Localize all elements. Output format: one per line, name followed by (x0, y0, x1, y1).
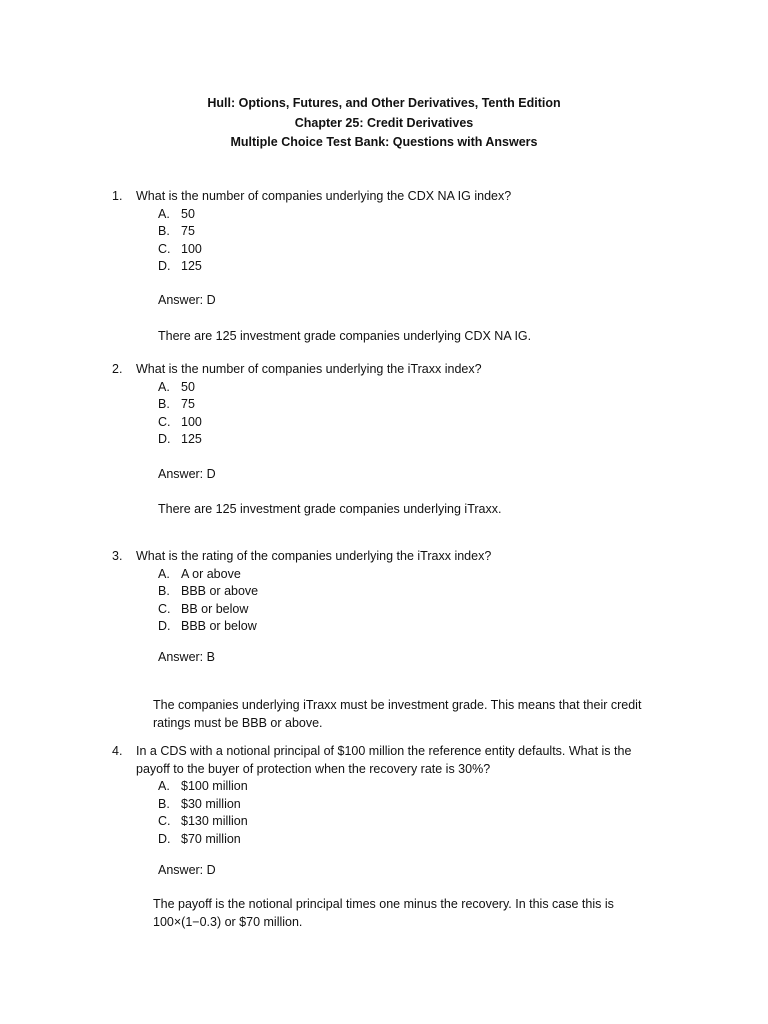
question-2 (112, 361, 672, 449)
option-letter: C. (158, 241, 171, 256)
option-a (158, 778, 672, 796)
option-b (158, 796, 672, 814)
option-d (158, 258, 672, 276)
explanation-line: The companies underlying iTraxx must be investment grade. This means that their credit (153, 698, 642, 712)
option-text: BB or below (181, 601, 249, 616)
option-letter: D. (158, 259, 171, 273)
question-text-line: In a CDS with a notional principal of $100 million the reference entity defaults. What is the (136, 744, 632, 758)
option-letter: A. (158, 206, 170, 221)
option-text: 125 (181, 432, 202, 446)
option-text: 100 (181, 241, 202, 256)
option-c (158, 241, 672, 259)
book-title: Hull: Options, Futures, and Other Derivatives, Tenth Edition (207, 96, 561, 110)
question-number: 4. (112, 744, 123, 758)
option-text: $70 million (181, 831, 241, 846)
options-list (158, 566, 672, 636)
option-text: BBB or above (181, 584, 259, 598)
option-c (158, 414, 672, 432)
option-a (158, 206, 672, 224)
option-letter: B. (158, 584, 170, 598)
option-text: $100 million (181, 779, 248, 793)
option-letter: D. (158, 619, 171, 633)
question-text: What is the number of companies underlying the iTraxx index? (136, 362, 482, 376)
option-d (158, 618, 672, 636)
option-text: $30 million (181, 796, 241, 811)
option-b (158, 223, 672, 241)
explanation-1: There are 125 investment grade companies underlying CDX NA IG. (158, 329, 532, 343)
option-text: 125 (181, 259, 202, 273)
question-number: 1. (112, 189, 123, 203)
option-letter: B. (158, 224, 170, 238)
option-letter: B. (158, 796, 170, 811)
option-letter: D. (158, 831, 171, 846)
chapter-title: Chapter 25: Credit Derivatives (294, 115, 474, 130)
option-letter: A. (158, 566, 170, 581)
options-list (158, 206, 672, 276)
option-a (158, 566, 672, 584)
option-letter: C. (158, 814, 171, 828)
explanation-line: The payoff is the notional principal times one minus the recovery. In this case this is (153, 897, 614, 911)
option-d (158, 831, 672, 849)
document-header (0, 94, 768, 153)
option-text: 50 (181, 206, 195, 221)
option-d (158, 431, 672, 449)
question-text (136, 743, 672, 778)
question-1 (112, 188, 672, 276)
question-text: What is the rating of the companies underlying the iTraxx index? (136, 549, 492, 563)
answer-2: Answer: D (158, 467, 216, 481)
option-letter: D. (158, 432, 171, 446)
option-letter: A. (158, 379, 170, 394)
answer-3: Answer: B (158, 650, 215, 664)
option-text: BBB or below (181, 619, 257, 633)
option-b (158, 396, 672, 414)
question-text: What is the number of companies underlying the CDX NA IG index? (136, 189, 512, 203)
question-number: 2. (112, 362, 123, 376)
option-text: $130 million (181, 814, 248, 828)
question-3 (112, 548, 672, 636)
question-number: 3. (112, 549, 123, 563)
explanation-3 (153, 696, 673, 732)
options-list (158, 379, 672, 449)
explanation-2: There are 125 investment grade companies underlying iTraxx. (158, 502, 502, 516)
explanation-line: 100×(1−0.3) or $70 million. (153, 915, 303, 929)
answer-4: Answer: D (158, 863, 216, 877)
option-letter: A. (158, 779, 170, 793)
test-bank-title: Multiple Choice Test Bank: Questions with Answers (230, 135, 538, 149)
question-4 (112, 743, 672, 848)
option-text: 50 (181, 379, 195, 394)
answer-1: Answer: D (158, 293, 216, 307)
option-letter: C. (158, 414, 171, 429)
option-b (158, 583, 672, 601)
option-text: A or above (181, 566, 241, 581)
option-text: 75 (181, 397, 195, 411)
option-a (158, 379, 672, 397)
explanation-line: ratings must be BBB or above. (153, 716, 323, 730)
option-letter: C. (158, 601, 171, 616)
option-c (158, 601, 672, 619)
option-text: 100 (181, 414, 202, 429)
question-text-line: payoff to the buyer of protection when the recovery rate is 30%? (136, 761, 491, 776)
option-text: 75 (181, 224, 195, 238)
option-c (158, 813, 672, 831)
options-list (158, 778, 672, 848)
option-letter: B. (158, 397, 170, 411)
explanation-4 (153, 895, 673, 931)
